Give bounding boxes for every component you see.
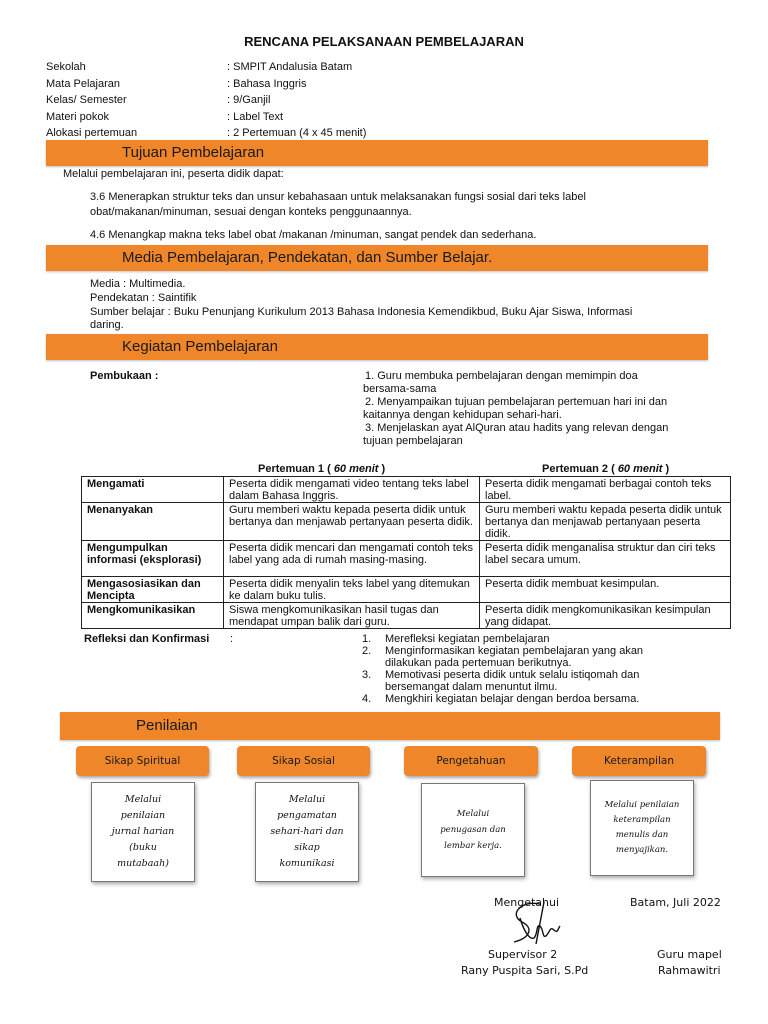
pertemuan-1-cell: Peserta didik menyalin teks label yang ditemukan ke dalam buku tulis. bbox=[224, 577, 480, 603]
pembukaan-line: bersama-sama bbox=[363, 383, 437, 395]
section-heading: Penilaian bbox=[136, 717, 198, 734]
sumber-line1: Sumber belajar : Buku Penunjang Kurikulum 2013 Bahasa Indonesia Kemendikbud, Buku Ajar Siswa, Informasi bbox=[90, 306, 633, 318]
desc-line: keterampilan bbox=[613, 815, 671, 825]
table-row bbox=[82, 577, 731, 603]
pertemuan-2-header bbox=[542, 463, 669, 475]
penilaian-desc-pengetahuan bbox=[421, 783, 525, 877]
desc-line: menyajikan. bbox=[615, 845, 669, 855]
refleksi-colon: : bbox=[230, 633, 234, 645]
desc-line: lembar kerja. bbox=[444, 841, 502, 851]
identity-value: : SMPIT Andalusia Batam bbox=[227, 61, 353, 73]
table-row bbox=[82, 477, 731, 503]
section-heading: Kegiatan Pembelajaran bbox=[122, 338, 278, 355]
identity-label: Alokasi pertemuan bbox=[46, 127, 138, 139]
penilaian-category-spiritual: Sikap Spiritual bbox=[76, 746, 209, 776]
pertemuan-close: ) bbox=[665, 463, 670, 475]
pertemuan-2-cell: Peserta didik menganalisa struktur dan ciri teks label secara umum. bbox=[480, 541, 731, 577]
pertemuan-1-cell: Peserta didik mencari dan mengamati contoh teks label yang ada di rumah masing-masing. bbox=[224, 541, 480, 577]
table-row bbox=[82, 503, 731, 541]
identity-label: Mata Pelajaran bbox=[46, 78, 120, 90]
refleksi-num: 1. bbox=[362, 633, 372, 645]
penilaian-category-pengetahuan: Pengetahuan bbox=[404, 746, 538, 776]
penilaian-desc-sosial bbox=[255, 782, 359, 882]
desc-line: Melalui bbox=[124, 794, 162, 805]
section-heading: Tujuan Pembelajaran bbox=[122, 144, 265, 161]
kd-3-6-line1: 3.6 Menerapkan struktur teks dan unsur kebahasaan untuk melaksanakan fungsi sosial dari teks label bbox=[90, 191, 586, 203]
media-text: Media : Multimedia. bbox=[90, 278, 186, 290]
pembukaan-line: tujuan pembelajaran bbox=[363, 435, 463, 447]
desc-line: sikap bbox=[294, 842, 320, 853]
role-guru: Guru mapel bbox=[657, 948, 722, 961]
desc-line: penugasan dan bbox=[440, 825, 506, 835]
section-header-penilaian bbox=[60, 712, 720, 740]
pertemuan-1-cell: Guru memberi waktu kepada peserta didik untuk bertanya dan menjawab pertanyaan peserta didik. bbox=[224, 503, 480, 541]
activity-cell: Mengumpulkan informasi (eksplorasi) bbox=[82, 541, 224, 577]
refleksi-line: dilakukan pada pertemuan berikutnya. bbox=[385, 657, 572, 669]
pertemuan-1-cell: Siswa mengkomunikasikan hasil tugas dan mendapat umpan balik dari guru. bbox=[224, 603, 480, 629]
pertemuan-time: 60 menit bbox=[333, 463, 379, 475]
section-header-kegiatan bbox=[46, 334, 708, 360]
mengetahui-label: Mengetahui bbox=[494, 896, 560, 909]
pertemuan-2-cell: Peserta didik membuat kesimpulan. bbox=[480, 577, 731, 603]
penilaian-desc-spiritual bbox=[91, 782, 195, 882]
identity-value: : Label Text bbox=[227, 111, 284, 123]
section-heading: Media Pembelajaran, Pendekatan, dan Sumber Belajar. bbox=[122, 249, 493, 266]
refleksi-line: Memotivasi peserta didik untuk selalu istiqomah dan bbox=[385, 669, 640, 681]
desc-line: Melalui bbox=[456, 809, 490, 819]
refleksi-num: 2. bbox=[362, 645, 372, 657]
table-row bbox=[82, 603, 731, 629]
desc-line: sehari-hari dan bbox=[270, 826, 344, 837]
name-supervisor: Rany Puspita Sari, S.Pd bbox=[461, 964, 589, 977]
identity-label: Sekolah bbox=[46, 61, 86, 73]
identity-value: : Bahasa Inggris bbox=[227, 78, 307, 90]
sumber-line2: daring. bbox=[90, 319, 124, 331]
pertemuan-close: ) bbox=[381, 463, 386, 475]
activity-cell: Mengkomunikasikan bbox=[82, 603, 224, 629]
refleksi-label: Refleksi dan Konfirmasi bbox=[84, 633, 210, 645]
refleksi-line: Merefleksi kegiatan pembelajaran bbox=[385, 633, 550, 645]
pertemuan-time: 60 menit bbox=[617, 463, 663, 475]
pertemuan-label: Pertemuan 2 ( bbox=[542, 463, 615, 475]
kd-3-6-line2: obat/makanan/minuman, sesuai dengan konteks penggunaannya. bbox=[90, 206, 412, 218]
refleksi-num: 3. bbox=[362, 669, 372, 681]
pembukaan-line: 2. Menyampaikan tujuan pembelajaran pertemuan hari ini dan bbox=[365, 396, 668, 408]
place-date: Batam, Juli 2022 bbox=[630, 896, 721, 909]
table-row bbox=[82, 541, 731, 577]
identity-value: : 9/Ganjil bbox=[227, 94, 271, 106]
activity-cell: Mengasosiasikan dan Mencipta bbox=[82, 577, 224, 603]
identity-label: Materi pokok bbox=[46, 111, 109, 123]
pertemuan-2-cell: Peserta didik mengkomunikasikan kesimpulan yang didapat. bbox=[480, 603, 731, 629]
pembukaan-label: Pembukaan : bbox=[90, 370, 159, 382]
refleksi-num: 4. bbox=[362, 693, 372, 705]
pembukaan-line: kaitannya dengan kehidupan sehari-hari. bbox=[363, 409, 562, 421]
desc-line: (buku bbox=[129, 842, 157, 853]
desc-line: Melalui bbox=[288, 794, 326, 805]
section-header-media bbox=[46, 245, 708, 271]
penilaian-desc-keterampilan bbox=[590, 780, 694, 876]
activity-cell: Menanyakan bbox=[82, 503, 224, 541]
pertemuan-1-cell: Peserta didik mengamati video tentang teks label dalam Bahasa Inggris. bbox=[224, 477, 480, 503]
desc-line: menulis dan bbox=[615, 830, 669, 840]
desc-line: mutabaah) bbox=[117, 858, 169, 869]
penilaian-category-keterampilan: Keterampilan bbox=[572, 746, 706, 776]
identity-label: Kelas/ Semester bbox=[46, 94, 127, 106]
role-supervisor: Supervisor 2 bbox=[488, 948, 558, 961]
signature-scribble bbox=[500, 898, 564, 948]
pertemuan-2-cell: Guru memberi waktu kepada peserta didik untuk bertanya dan menjawab pertanyaan peserta didik. bbox=[480, 503, 731, 541]
pendekatan-text: Pendekatan : Saintifik bbox=[90, 292, 197, 304]
kegiatan-table bbox=[81, 476, 731, 629]
pembukaan-line: 3. Menjelaskan ayat AlQuran atau hadits yang relevan dengan bbox=[365, 422, 669, 434]
refleksi-line: Mengkhiri kegiatan belajar dengan berdoa bersama. bbox=[385, 693, 640, 705]
pembukaan-line: 1. Guru membuka pembelajaran dengan memimpin doa bbox=[365, 370, 638, 382]
tujuan-intro: Melalui pembelajaran ini, peserta didik dapat: bbox=[63, 168, 284, 180]
pertemuan-1-header bbox=[258, 463, 385, 475]
kd-4-6: 4.6 Menangkap makna teks label obat /makanan /minuman, sangat pendek dan sederhana. bbox=[90, 229, 537, 241]
page-title: RENCANA PELAKSANAAN PEMBELAJARAN bbox=[244, 34, 524, 49]
activity-cell: Mengamati bbox=[82, 477, 224, 503]
desc-line: jurnal harian bbox=[111, 826, 175, 837]
name-guru: Rahmawitri bbox=[658, 964, 721, 977]
refleksi-line: bersemangat dalam menuntut ilmu. bbox=[385, 681, 558, 693]
identity-value: : 2 Pertemuan (4 x 45 menit) bbox=[227, 127, 367, 139]
pertemuan-label: Pertemuan 1 ( bbox=[258, 463, 331, 475]
pertemuan-2-cell: Peserta didik mengamati berbagai contoh teks label. bbox=[480, 477, 731, 503]
refleksi-line: Menginformasikan kegiatan pembelajaran yang akan bbox=[385, 645, 644, 657]
desc-line: pengamatan bbox=[277, 810, 337, 821]
desc-line: Melalui penilaian bbox=[604, 800, 680, 810]
section-header-tujuan bbox=[46, 140, 708, 166]
desc-line: komunikasi bbox=[279, 858, 335, 869]
desc-line: penilaian bbox=[120, 810, 166, 821]
penilaian-category-sosial: Sikap Sosial bbox=[237, 746, 370, 776]
